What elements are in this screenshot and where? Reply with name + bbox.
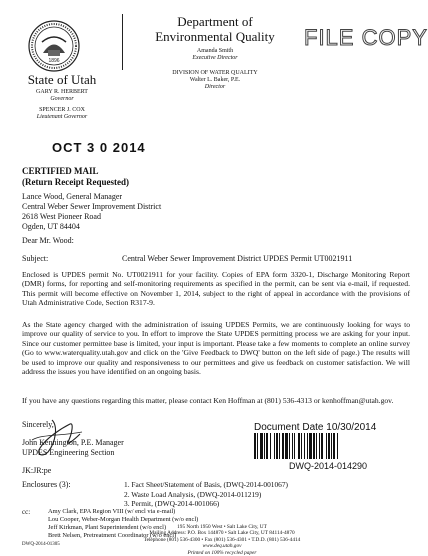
file-copy-stamp: FILE COPY <box>304 25 428 50</box>
body-paragraph-3: If you have any questions regarding this matter, please contact Ken Hoffman at (801) 536-4313 or kenhoffman@utah.gov. <box>22 396 394 405</box>
lt-governor-name: SPENCER J. COX <box>39 107 85 113</box>
footer-line-4: www.deq.utah.gov <box>202 543 242 550</box>
document-number: DWQ-2014-01305 <box>22 542 60 547</box>
department-name <box>124 14 306 44</box>
governor-block <box>18 89 106 103</box>
division-director-name: Walter L. Baker, P.E. <box>189 77 241 83</box>
enclosure-item: 1. Fact Sheet/Statement of Basis, (DWQ-2014-001067) <box>124 480 289 489</box>
certified-mail-line-1: CERTIFIED MAIL <box>22 166 99 176</box>
executive-director-block <box>124 48 306 62</box>
lt-governor-title: Lieutenant Governor <box>36 114 88 120</box>
enclosures-label: Enclosures (3): <box>22 480 71 489</box>
signer-block <box>22 438 124 457</box>
department-line-1: Department of <box>177 14 253 29</box>
date-stamp: OCT 3 0 2014 <box>52 140 146 155</box>
footer-line-1: 195 North 1950 West • Salt Lake City, UT <box>177 524 267 530</box>
certified-mail <box>22 166 129 188</box>
enclosure-item: 3. Permit, (DWQ-2014-001066) <box>124 499 220 508</box>
document-id: DWQ-2014-014290 <box>288 461 368 471</box>
footer-line-5: Printed on 100% recycled paper <box>187 549 257 556</box>
footer-line-2: Mailing Address: P.O. Box 144870 • Salt Lake City, UT 84114-4870 <box>149 530 295 537</box>
cc-label: cc: <box>22 508 31 516</box>
signer-name: John Kennington, P.E. Manager <box>22 438 124 447</box>
division-block <box>124 70 306 91</box>
salutation: Dear Mr. Wood: <box>22 236 74 245</box>
governor-name: GARY R. HERBERT <box>36 89 88 95</box>
svg-text:1896: 1896 <box>48 58 60 64</box>
typist-initials: JK:JR:pe <box>22 466 52 475</box>
recipient-line-1: Lance Wood, General Manager <box>22 192 123 201</box>
department-line-2: Environmental Quality <box>155 29 275 44</box>
utah-state-seal <box>28 20 80 72</box>
barcode <box>254 433 402 459</box>
recipient-line-4: Ogden, UT 84404 <box>22 222 80 231</box>
enclosure-item: 2. Waste Load Analysis, (DWQ-2014-011219) <box>124 489 262 499</box>
document-barcode-stamp <box>254 422 402 471</box>
subject-label: Subject: <box>22 254 49 263</box>
footer-line-3: Telephone (801) 536-4300 • Fax (801) 536-4301 • T.D.D. (801) 536-4414 <box>143 536 301 543</box>
body-paragraph-2: As the State agency charged with the administration of issuing UPDES Permits, we are continuously looking for ways to improve our quality of service to you. In effort to improve the State UPDES permitting process we are asking for your input. Since our customer permittee base is limited, your input is important. Please take a few moments to complete an online survey (Go to www.waterquality.utah.gov and click on the 'Give Feedback to DWQ' button on the left side of page.) The results will be used to improve our quality and responsiveness to our permittees and give us feedback on customer satisfaction. We will address the issues you have identified on an ongoing basis. <box>22 320 410 377</box>
recipient-address <box>22 192 161 232</box>
recipient-line-3: 2618 West Pioneer Road <box>22 212 101 221</box>
cc-item: Brett Nelsen, Pretreatment Coordinator (w/o encl) <box>48 532 177 539</box>
signer-section: UPDES Engineering Section <box>22 447 115 457</box>
subject-text: Central Weber Sewer Improvement District UPDES Permit UT0021911 <box>122 254 353 263</box>
certified-mail-line-2: (Return Receipt Requested) <box>22 177 129 187</box>
body-paragraph-1: Enclosed is UPDES permit No. UT0021911 for your facility. Copies of EPA form 3320-1, Discharge Monitoring Report (DMR) forms, for reporting and self-monitoring requirements as specified in the permit, can be sent via e-mail, if requested. This permit will become effective on November 1, 2014, subject to the right of appeal in accordance with the provisions of Utah Administrative Code, Section R317-9. <box>22 270 410 308</box>
division-name: DIVISION OF WATER QUALITY <box>172 70 258 76</box>
cc-item: Amy Clark, EPA Region VIII (w/ encl via e-mail) <box>48 508 176 515</box>
letterhead-footer <box>132 524 312 556</box>
cc-item: Jeff Kirkman, Plant Superintendent (w/o encl) <box>48 524 167 531</box>
lt-governor-block <box>18 107 106 121</box>
barcode-bar <box>338 433 339 459</box>
document-date: Document Date 10/30/2014 <box>254 422 377 433</box>
enclosures-list <box>124 480 288 509</box>
state-name: State of Utah <box>27 72 97 87</box>
closing: Sincerely, <box>22 420 54 429</box>
division-director-title: Director <box>204 84 226 90</box>
executive-director-title: Executive Director <box>192 55 238 61</box>
executive-director-name: Amanda Smith <box>196 48 234 54</box>
governor-title: Governor <box>50 96 74 102</box>
letterhead-divider <box>122 14 123 70</box>
recipient-line-2: Central Weber Sewer Improvement District <box>22 202 162 211</box>
cc-item: Lou Cooper, Weber-Morgan Health Department (w/o encl) <box>48 516 199 523</box>
